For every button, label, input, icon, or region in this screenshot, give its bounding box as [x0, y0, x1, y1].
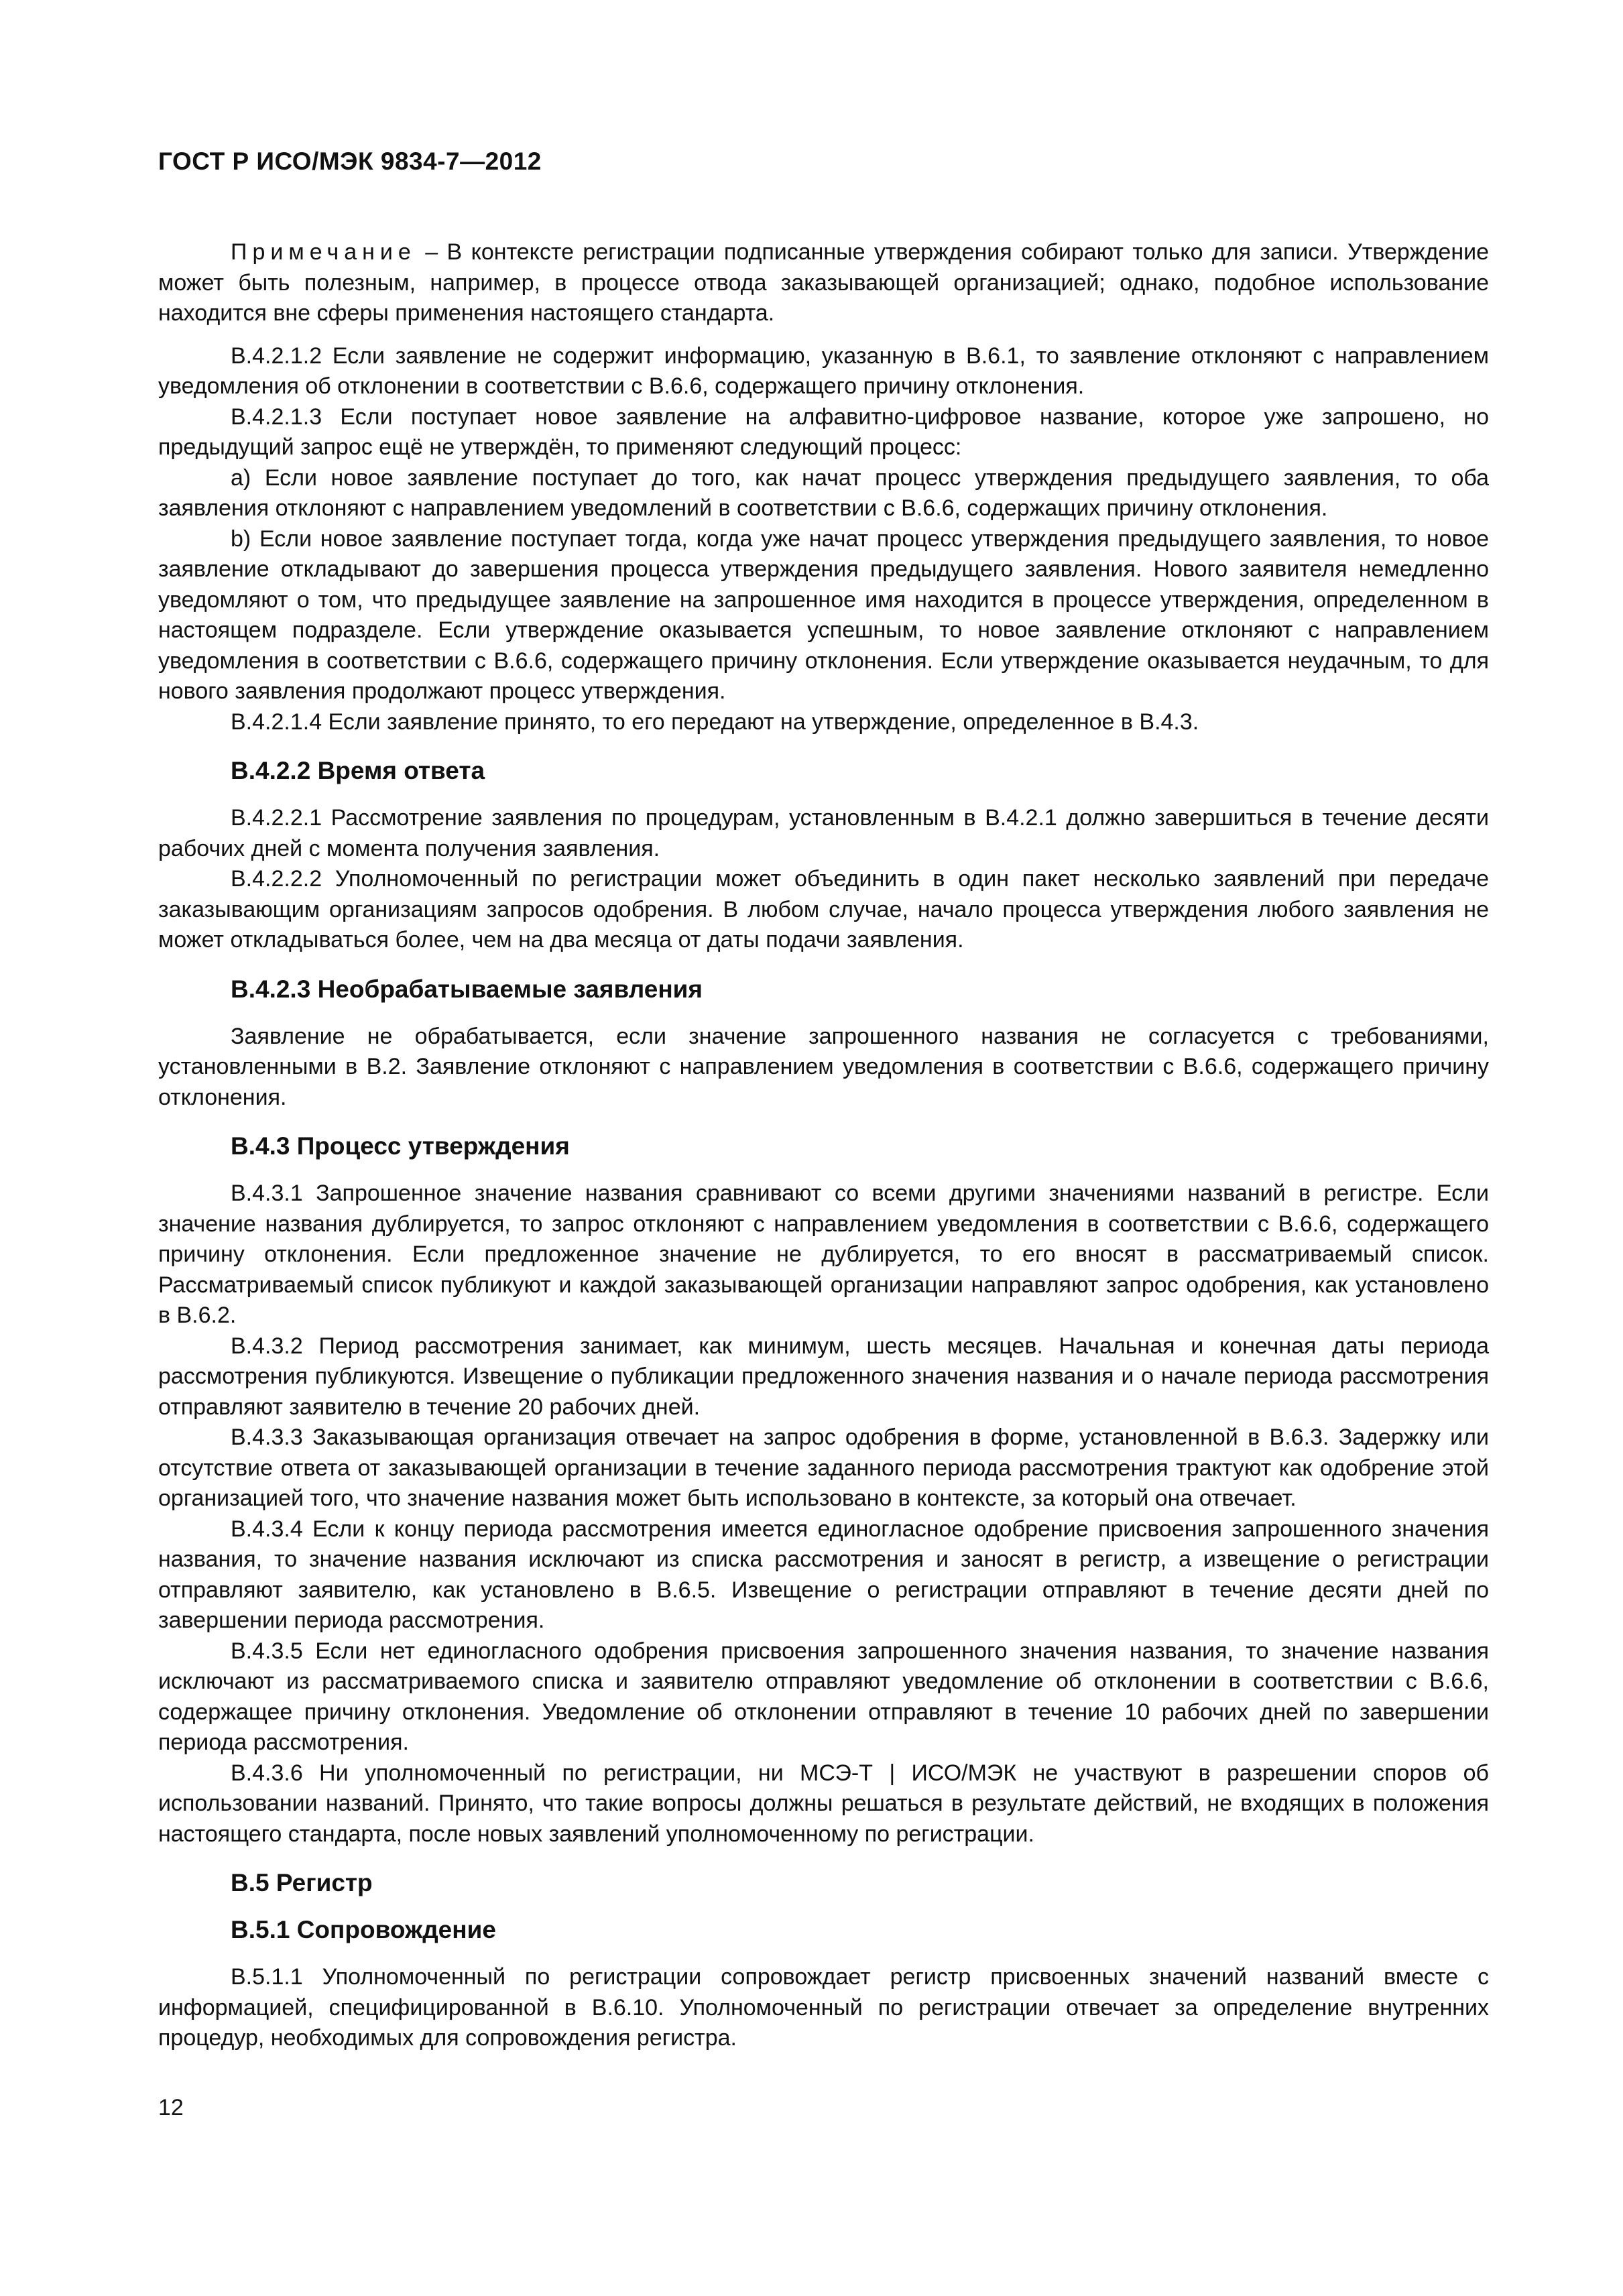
paragraph-b4212: В.4.2.1.2 Если заявление не содержит информацию, указанную в В.6.1, то заявление отклоняют с направлением уведомления об отклонении в соответствии с В.6.6, содержащего причину отклонения.	[158, 343, 1489, 399]
paragraph-b434: В.4.3.4 Если к концу периода рассмотрения имеется единогласное одобрение присвоения запрошенного значения названия, то значение названия исключают из списка рассмотрения и заносят в регистр, а извещение о регистрации отправляют заявителю, как установлено в В.6.5. Извещение о регистрации отправляют в течение десяти дней по завершении периода рассмотрения.	[158, 1516, 1489, 1633]
paragraph-b423: Заявление не обрабатывается, если значение запрошенного названия не согласуется с требованиями, установленными в В.2. Заявление отклоняют с направлением уведомления в соответствии с В.6.6, содержащего причину отклонения.	[158, 1023, 1489, 1110]
paragraph-b435: В.4.3.5 Если нет единогласного одобрения присвоения запрошенного значения названия, то значение названия исключают из рассматриваемого списка и заявителю отправляют уведомление об отклонении в соответствии с В.6.6, содержащее причину отклонения. Уведомление об отклонении отправляют в течение 10 рабочих дней по завершении периода рассмотрения.	[158, 1638, 1489, 1755]
section-heading-b43: В.4.3 Процесс утверждения	[231, 1132, 570, 1160]
paragraph-b433: В.4.3.3 Заказывающая организация отвечает на запрос одобрения в форме, установленной в В.6.3. Задержку или отсутствие ответа от заказывающей организации в течение заданного периода рассмотрения трактуют как одобрение этой организацией того, что значение названия может быть использовано в контексте, за который она отвечает.	[158, 1425, 1489, 1511]
note-paragraph	[158, 237, 1489, 329]
list-item-a: a) Если новое заявление поступает до того, как начат процесс утверждения предыдущего заявления, то оба заявления отклоняют с направлением уведомлений в соответствии с В.6.6, содержащих причину отклонения.	[158, 465, 1489, 521]
section-heading-b51: В.5.1 Сопровождение	[231, 1916, 496, 1943]
section-heading-b5: В.5 Регистр	[231, 1869, 373, 1896]
document-header: ГОСТ Р ИСО/МЭК 9834-7—2012	[158, 147, 542, 175]
paragraph-b4214: В.4.2.1.4 Если заявление принято, то его передают на утверждение, определенное в В.4.3.	[231, 709, 1199, 735]
document-page	[158, 147, 1489, 2054]
note-text: – В контексте регистрации подписанные утверждения собирают только для записи. Утверждение может быть полезным, например, в процессе отвода заказывающей организацией; однако, подобное использование находится вне сферы применения настоящего стандарта.	[158, 239, 1489, 326]
list-item-b: b) Если новое заявление поступает тогда, когда уже начат процесс утверждения предыдущего заявления, то новое заявление откладывают до завершения процесса утверждения предыдущего заявления. Нового заявителя немедленно уведомляют о том, что предыдущее заявление на запрошенное имя находится в процессе утверждения, определенном в настоящем подразделе. Если утверждение оказывается успешным, то новое заявление отклоняют с направлением уведомления в соответствии с В.6.6, содержащего причину отклонения. Если утверждение оказывается неудачным, то для нового заявления продолжают процесс утверждения.	[158, 526, 1489, 704]
paragraph-b42222: В.4.2.2.2 Уполномоченный по регистрации может объединить в один пакет несколько заявлений при передаче заказывающим организациям запросов одобрения. В любом случае, начало процесса утверждения любого заявления не может откладываться более, чем на два месяца от даты подачи заявления.	[158, 866, 1489, 953]
paragraph-b432: В.4.3.2 Период рассмотрения занимает, как минимум, шесть месяцев. Начальная и конечная даты периода рассмотрения публикуются. Извещение о публикации предложенного значения названия и о начале периода рассмотрения отправляют заявителю в течение 20 рабочих дней.	[158, 1333, 1489, 1420]
section-heading-b422: В.4.2.2 Время ответа	[231, 757, 485, 784]
page-number: 12	[158, 2095, 184, 2120]
section-heading-b423: В.4.2.3 Необрабатываемые заявления	[231, 975, 703, 1003]
paragraph-b436: В.4.3.6 Ни уполномоченный по регистрации, ни МСЭ-Т | ИСО/МЭК не участвуют в разрешении споров об использовании названий. Принято, что такие вопросы должны решаться в результате действий, не входящих в положения настоящего стандарта, после новых заявлений уполномоченному по регистрации.	[158, 1760, 1489, 1847]
note-label: Примечание	[231, 239, 416, 265]
paragraph-b511: В.5.1.1 Уполномоченный по регистрации сопровождает регистр присвоенных значений названий вместе с информацией, специфицированной в В.6.10. Уполномоченный по регистрации отвечает за определение внутренних процедур, необходимых для сопровождения регистра.	[158, 1964, 1489, 2051]
paragraph-b4213: В.4.2.1.3 Если поступает новое заявление на алфавитно-цифровое название, которое уже запрошено, но предыдущий запрос ещё не утверждён, то применяют следующий процесс:	[158, 404, 1489, 460]
paragraph-b431: В.4.3.1 Запрошенное значение названия сравнивают со всеми другими значениями названий в регистре. Если значение названия дублируется, то запрос отклоняют с направлением уведомления в соответствии с В.6.6, содержащего причину отклонения. Если предложенное значение не дублируется, то его вносят в рассматриваемый список. Рассматриваемый список публикуют и каждой заказывающей организации направляют запрос одобрения, как установлено в В.6.2.	[158, 1181, 1489, 1328]
paragraph-b42221: В.4.2.2.1 Рассмотрение заявления по процедурам, установленным в В.4.2.1 должно завершиться в течение десяти рабочих дней с момента получения заявления.	[158, 805, 1489, 861]
